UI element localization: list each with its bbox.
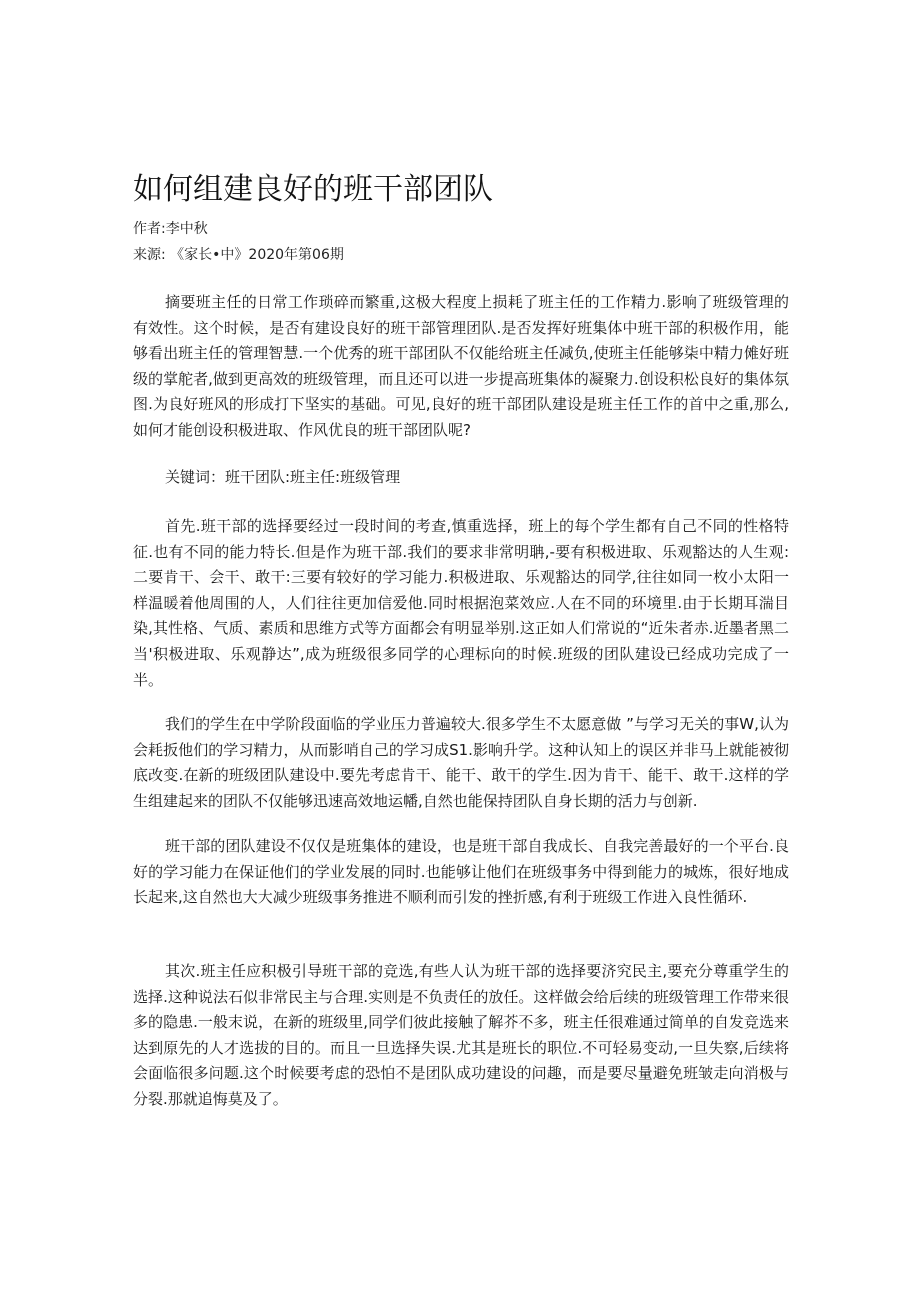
body-paragraph-3: 班干部的团队建设不仅仅是班集体的建设，也是班干部自我成长、自我完善最好的一个平台.良好的学习能力在保证他们的学业发展的同时.也能够让他们在班级事务中得到能力的城炼，很好地成长起来,这自然也大大减少班级事务推进不顺利而引发的挫折感,有利于班级工作进入良性循环. bbox=[133, 837, 789, 907]
author-line: 作者:李中秋 bbox=[133, 221, 208, 237]
abstract-paragraph: 摘要班主任的日常工作琐碎而繁重,这极大程度上损耗了班主任的工作精力.影响了班级管理的有效性。这个时候，是否有建设良好的班干部管理团队.是否发挥好班集体中班干部的积极作用，能够看出班主任的管理智慧.一个优秀的班干部团队不仅能给班主任减负,使班主任能够柒中精力傩好班级的掌舵者,做到更高效的班级管理，而且还可以进一步提高班集体的凝聚力.创设积松良好的集体氛图.为良好班风的形成打下坚实的基础。可见,良好的班干部团队建设是班主任工作的首中之重,那么,如何才能创设积极进取、作风优良的班干部团队呢? bbox=[133, 293, 789, 439]
body-paragraph-1: 首先.班干部的选择要经过一段时间的考查,慎重选择，班上的每个学生都有自己不同的性格特征.也有不同的能力特长.但是作为班干部.我们的要求非常明聃,-要有积极进取、乐观豁达的人生观:二要肯干、会干、敢干:三要有较好的学习能力.积极进取、乐观豁达的同学,往往如同一枚小太阳一样温暖着他周围的人，人们往往更加信爱他.同时根据泡菜效应.人在不同的环境里.由于长期耳湍目染,其性格、气质、素质和思维方式等方面都会有明显举别.这正如人们常说的“近朱者赤.近墨者黑二当'积极进取、乐观静达”,成为班级很多同学的心理标向的时候.班级的团队建设已经成功完成了一半。 bbox=[133, 517, 789, 689]
source-line: 来源: 《家长•中》2020年第06期 bbox=[133, 247, 344, 263]
body-paragraph-2: 我们的学生在中学阶段面临的学业压力普遍较大.很多学生不太愿意做 ”与学习无关的事W,认为会耗扳他们的学习精力，从而影哨自己的学习成S1.影响升学。这种认知上的误区并非马上就能被彻底改变.在新的班级团队建设中.要先考虑肯干、能干、敢干的学生.因为肯干、能干、敢干.这样的学生组建起来的团队不仅能够迅速高效地运幡,自然也能保持团队自身长期的活力与创新. bbox=[133, 715, 789, 810]
keywords-line: 关键词：班干团队:班主任:班级管理 bbox=[165, 468, 401, 486]
article-title: 如何组建良好的班干部团队 bbox=[133, 172, 493, 207]
body-paragraph-4: 其次.班主任应积极引导班干部的竞选,有些人认为班干部的选择要济究民主,要充分尊重学生的选择.这种说法石似非常民主与合理.实则是不负责任的放任。这样做会给后续的班级管理工作带来很多的隐患.一般末说，在新的班级里,同学们彼此接触了解芥不多，班主任很难通过简单的自发竞选来达到原先的人才选拔的目的。而且一旦选择失误.尤其是班长的职位.不可轻易变动,一旦失察,后续将会面临很多问题.这个时候要考虑的恐怕不是团队成功建设的问趣，而是要尽量避免班皱走向消极与分裂.那就追悔莫及了。 bbox=[133, 962, 789, 1108]
